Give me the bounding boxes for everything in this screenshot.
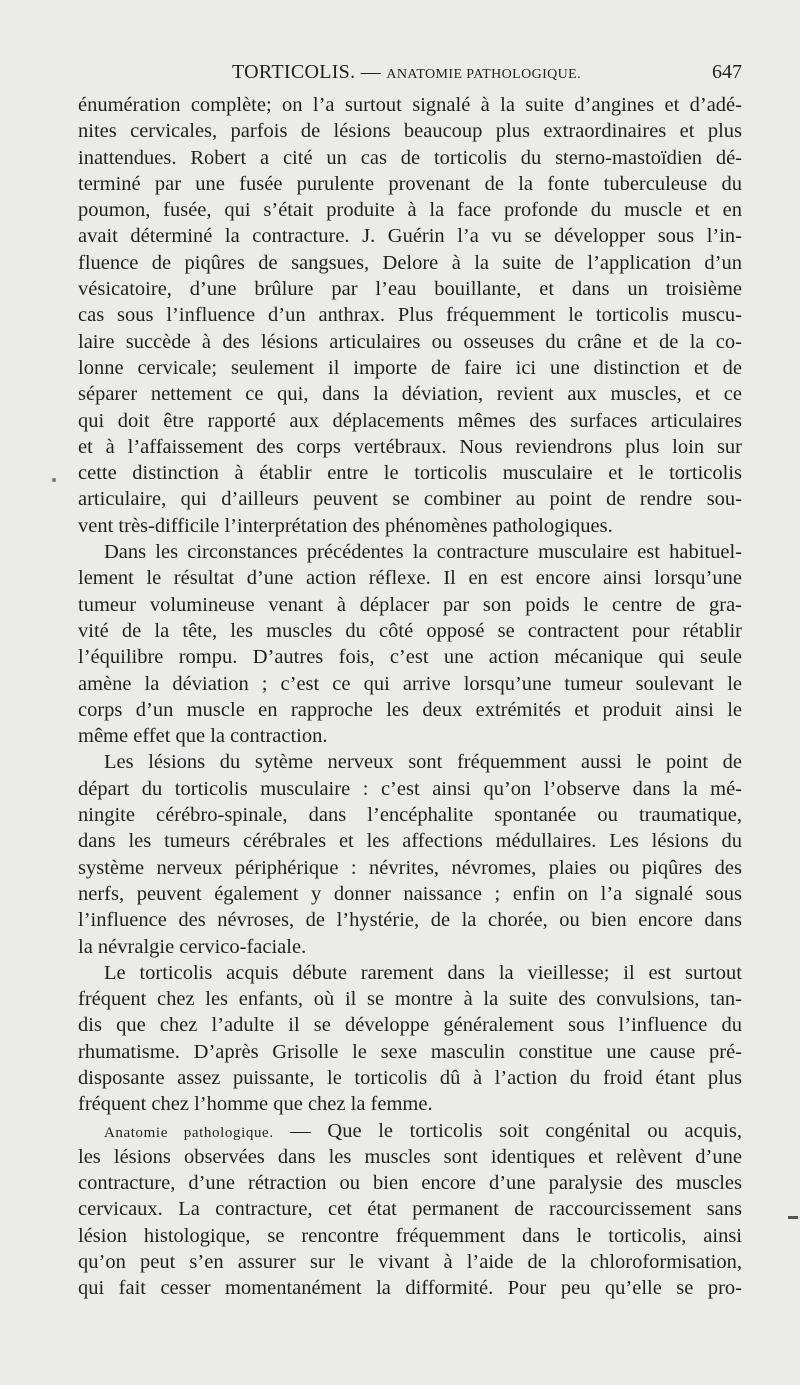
text-line: la névralgie cervico-faciale. xyxy=(78,935,307,958)
section-heading-small-caps: Anatomie pathologique. xyxy=(104,1124,274,1141)
text-line: inattendues. Robert a cité un cas de torticolis du sterno-mastoïdien dé- xyxy=(78,146,742,169)
text-line: lésion histologique, se rencontre fréquemment dans le torticolis, ainsi xyxy=(78,1224,742,1247)
text-line: contracture, d’une rétraction ou bien encore d’une paralysie des muscles xyxy=(78,1172,742,1195)
text-line: cette distinction à établir entre le torticolis musculaire et le torticolis xyxy=(78,462,742,485)
text-line: amène la déviation ; c’est ce qui arrive lorsqu’une tumeur soulevant le xyxy=(78,672,742,695)
text-line: corps d’un muscle en rapproche les deux extrémités et produit ainsi le xyxy=(78,698,742,721)
paragraph-start-line: Dans les circonstances précédentes la contracture musculaire est habituel- xyxy=(104,541,742,564)
body-text xyxy=(78,92,742,1302)
running-header xyxy=(78,58,742,86)
text-line: énumération complète; on l’a surtout signalé à la suite d’angines et d’adé- xyxy=(78,94,742,116)
text-line: fluence de piqûres de sangsues, Delore à la suite de l’application d’un xyxy=(78,251,742,274)
chapter-title: TORTICOLIS. xyxy=(232,61,356,83)
text-line: vésicatoire, d’une brûlure par l’eau bouillante, et dans un troisième xyxy=(78,278,742,301)
text-line: vité de la tête, les muscles du côté opposé se contractent pour rétablir xyxy=(78,619,742,642)
text-line: nerfs, peuvent également y donner naissance ; enfin on l’a signalé sous xyxy=(78,882,742,905)
text-line: lement le résultat d’une action réflexe. Il en est encore ainsi lorsqu’une xyxy=(78,567,742,590)
text-line: poumon, fusée, qui s’était produite à la face profonde du muscle et en xyxy=(78,199,742,222)
paragraph-start-line: Les lésions du sytème nerveux sont fréquemment aussi le point de xyxy=(104,751,742,774)
text-line: départ du torticolis musculaire : c’est ainsi qu’on l’observe dans la mé- xyxy=(78,777,742,800)
text-line: ningite cérébro-spinale, dans l’encéphalite spontanée ou traumatique, xyxy=(78,804,742,827)
text-line: articulaire, qui d’ailleurs peuvent se combiner au point de rendre sou- xyxy=(78,488,742,511)
text-line: qui fait cesser momentanément la difformité. Pour peu qu’elle se pro- xyxy=(78,1277,742,1300)
text-line: dans les tumeurs cérébrales et les affections médullaires. Les lésions du xyxy=(78,830,742,853)
text-line: et à l’affaissement des corps vertébraux. Nous reviendrons plus loin sur xyxy=(78,435,742,458)
text-line: rhumatisme. D’après Grisolle le sexe masculin constitue une cause pré- xyxy=(78,1040,742,1063)
text-line: même effet que la contraction. xyxy=(78,725,328,748)
section-heading-rest: — Que le torticolis soit congénital ou acquis, xyxy=(273,1119,742,1142)
text-line: disposante assez puissante, le torticolis dû à l’action du froid étant plus xyxy=(78,1066,742,1089)
header-dash: — xyxy=(360,61,382,83)
text-line: dis que chez l’adulte il se développe généralement sous l’influence du xyxy=(78,1014,742,1037)
paragraph-start-line: Le torticolis acquis débute rarement dans la vieillesse; il est surtout xyxy=(104,961,742,984)
running-title xyxy=(232,58,581,89)
text-line: tumeur volumineuse venant à déplacer par son poids le centre de gra- xyxy=(78,593,742,616)
text-line: fréquent chez les enfants, où il se montre à la suite des convulsions, tan- xyxy=(78,988,742,1011)
section-title: ANATOMIE PATHOLOGIQUE. xyxy=(386,67,582,82)
text-line: l’influence des névroses, de l’hystérie, de la chorée, ou bien encore dans xyxy=(78,909,742,932)
page-number: 647 xyxy=(712,61,742,83)
text-line: cas sous l’influence d’un anthrax. Plus fréquemment le torticolis muscu- xyxy=(78,304,742,327)
text-line: nites cervicales, parfois de lésions beaucoup plus extraordinaires et plus xyxy=(78,120,742,143)
text-line: l’équilibre rompu. D’autres fois, c’est une action mécanique qui seule xyxy=(78,646,742,669)
text-line: cervicaux. La contracture, cet état permanent de raccourcissement sans xyxy=(78,1198,742,1221)
text-line: système nerveux périphérique : névrites, névromes, plaies ou piqûres des xyxy=(78,856,742,879)
text-line: terminé par une fusée purulente provenant de la fonte tuberculeuse du xyxy=(78,172,742,195)
margin-mark xyxy=(788,1216,798,1219)
text-line: qui doit être rapporté aux déplacements mêmes des surfaces articulaires xyxy=(78,409,742,432)
text-line: lonne cervicale; seulement il importe de faire ici une distinction et de xyxy=(78,356,742,379)
text-line: fréquent chez l’homme que chez la femme. xyxy=(78,1093,433,1116)
text-line: avait déterminé la contracture. J. Guérin l’a vu se développer sous l’in- xyxy=(78,225,742,248)
text-line: laire succède à des lésions articulaires ou osseuses du crâne et de la co- xyxy=(78,330,742,353)
margin-speck xyxy=(52,478,56,482)
text-line: les lésions observées dans les muscles sont identiques et relèvent d’une xyxy=(78,1145,742,1168)
text-line: vent très-difficile l’interprétation des phénomènes pathologiques. xyxy=(78,514,613,537)
text-line: qu’on peut s’en assurer sur le vivant à l’aide de la chloroformisation, xyxy=(78,1251,742,1274)
section-heading-line xyxy=(78,1118,742,1144)
text-line: séparer nettement ce qui, dans la déviation, revient aux muscles, et ce xyxy=(78,383,742,406)
